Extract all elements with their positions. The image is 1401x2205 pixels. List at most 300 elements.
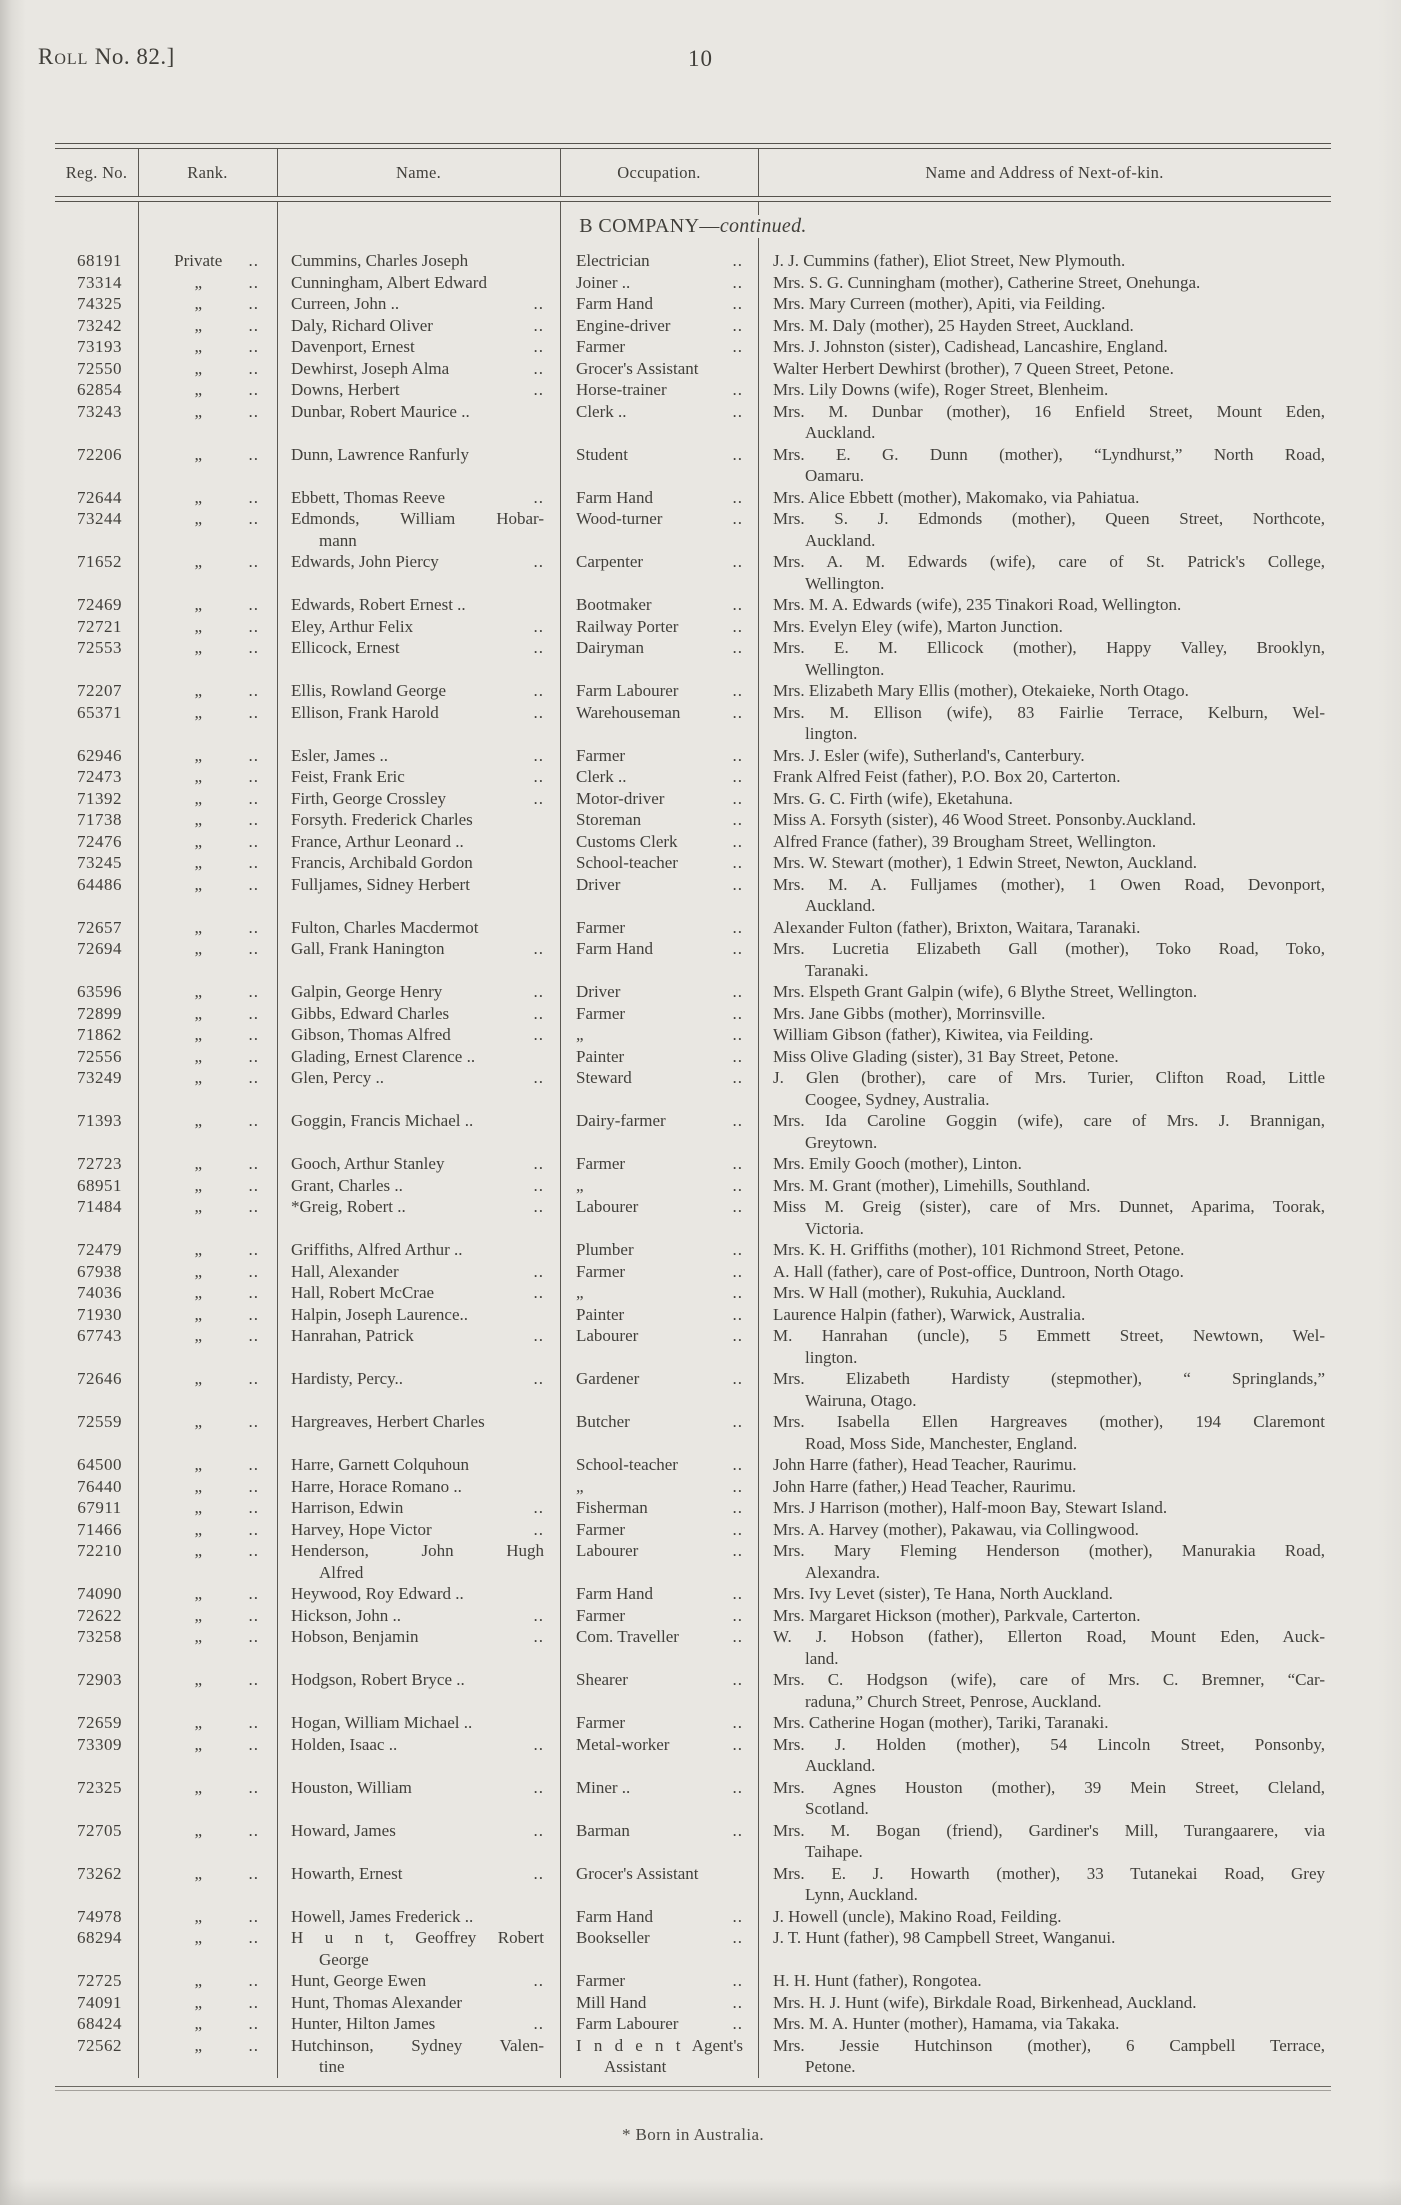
reg-no-cell: 74091	[77, 1992, 122, 2012]
text-line: Mrs. Isabella Ellen Hargreaves (mother), 194 Claremont	[773, 1412, 1325, 1431]
rank-value: „	[194, 1154, 203, 1173]
table-row	[55, 1239, 1331, 1261]
rank-cell	[138, 1411, 277, 1454]
reg-no-cell: 63596	[77, 982, 122, 1001]
rank-cell	[138, 358, 277, 380]
name-cell	[277, 1239, 560, 1261]
text-line: Painter	[576, 1304, 625, 1324]
text-line: Mrs. M. Daly (mother), 25 Hayden Street, Auckland.	[773, 315, 1134, 335]
text-line: Farm Hand	[576, 1584, 653, 1603]
name-cell	[277, 745, 560, 767]
rank-value: „	[194, 272, 203, 292]
name-cell	[277, 1046, 560, 1068]
name-cell	[277, 788, 560, 810]
reg-no-cell: 74090	[77, 1584, 122, 1603]
text-line: mann	[319, 530, 357, 550]
rank-value: „	[194, 1519, 203, 1539]
rank-cell	[138, 1196, 277, 1239]
name-cell	[277, 1476, 560, 1498]
leader-dots: ..	[248, 1025, 259, 1044]
table-row	[55, 1476, 1331, 1498]
text-line: Alfred	[319, 1562, 364, 1582]
rank-cell	[138, 487, 277, 509]
text-line: Butcher	[576, 1412, 630, 1431]
text-line: Hardisty, Percy..	[291, 1369, 404, 1388]
text-line: Harvey, Hope Victor	[291, 1519, 432, 1539]
leader-dots: ..	[732, 1971, 743, 1990]
leader-dots: ..	[248, 1820, 259, 1840]
text-line: Auckland.	[805, 423, 876, 442]
text-line: Farm Labourer	[576, 681, 679, 700]
rank-cell	[138, 1626, 277, 1669]
name-cell	[277, 1175, 560, 1197]
next-of-kin-cell	[758, 1411, 1331, 1454]
text-line: Mrs. Emily Gooch (mother), Linton.	[773, 1154, 1022, 1173]
reg-no-cell: 72644	[77, 487, 122, 507]
reg-no-cell: 72622	[77, 1605, 122, 1625]
text-line: Bootmaker	[576, 595, 652, 614]
text-line: Mrs. M. A. Hunter (mother), Hamama, via Takaka.	[773, 2014, 1120, 2033]
text-line: Mill Hand	[576, 1992, 647, 2012]
occupation-cell	[560, 702, 758, 745]
leader-dots: ..	[248, 810, 259, 829]
table-row	[55, 831, 1331, 853]
next-of-kin-cell	[758, 637, 1331, 680]
leader-dots: ..	[248, 853, 259, 872]
text-line: Ellison, Frank Harold	[291, 702, 439, 722]
reg-no-cell: 74978	[77, 1906, 122, 1926]
table-row	[55, 1196, 1331, 1239]
text-line: Galpin, George Henry	[291, 982, 443, 1001]
name-cell	[277, 1992, 560, 2014]
rank-value: „	[194, 1498, 203, 1517]
text-line: Mrs. J. Johnston (sister), Cadishead, Lancashire, England.	[773, 337, 1168, 356]
leader-dots: ..	[732, 552, 743, 571]
text-line: Gooch, Arthur Stanley	[291, 1154, 445, 1173]
leader-dots: ..	[248, 638, 259, 657]
occupation-cell	[560, 1024, 758, 1046]
reg-no-cell: 72899	[77, 1003, 122, 1023]
rank-value: „	[194, 917, 203, 937]
occupation-cell	[560, 1046, 758, 1068]
leader-dots: ..	[732, 1498, 743, 1517]
name-cell	[277, 250, 560, 272]
occupation-cell	[560, 766, 758, 788]
name-cell	[277, 293, 560, 315]
occupation-cell	[560, 1110, 758, 1153]
table-row	[55, 637, 1331, 680]
text-line: „	[576, 1476, 584, 1496]
occupation-cell	[560, 2013, 758, 2035]
next-of-kin-cell	[758, 1325, 1331, 1368]
leader-dots: ..	[248, 1971, 259, 1990]
rank-value: Private	[174, 251, 223, 270]
occupation-cell	[560, 637, 758, 680]
occupation-cell	[560, 616, 758, 638]
text-line: Mrs. M. Grant (mother), Limehills, Southland.	[773, 1175, 1091, 1195]
table-row	[55, 852, 1331, 874]
text-line: Farm Hand	[576, 294, 653, 313]
name-cell	[277, 1304, 560, 1326]
next-of-kin-cell	[758, 1153, 1331, 1175]
rank-cell	[138, 315, 277, 337]
table-body-wrap	[55, 202, 1331, 2078]
text-line: Farmer	[576, 1605, 626, 1625]
next-of-kin-cell	[758, 1024, 1331, 1046]
text-line: Mrs. Margaret Hickson (mother), Parkvale, Carterton.	[773, 1605, 1141, 1625]
leader-dots: ..	[732, 853, 743, 872]
text-line: Assistant	[604, 2057, 667, 2076]
leader-dots: ..	[533, 1820, 544, 1840]
leader-dots: ..	[248, 1906, 259, 1926]
name-cell	[277, 938, 560, 981]
text-line: Edwards, Robert Ernest ..	[291, 595, 466, 614]
occupation-cell	[560, 1411, 758, 1454]
text-line: „	[576, 1025, 584, 1044]
leader-dots: ..	[533, 702, 544, 722]
leader-dots: ..	[248, 874, 259, 894]
leader-dots: ..	[248, 788, 259, 808]
leader-dots: ..	[248, 1992, 259, 2012]
text-line: Mrs. Lily Downs (wife), Roger Street, Blenheim.	[773, 380, 1109, 399]
rank-value: „	[194, 1283, 203, 1302]
text-line: Taranaki.	[805, 960, 869, 980]
company-name: B COMPANY	[579, 215, 700, 237]
rank-value: „	[194, 1713, 203, 1732]
table-row	[55, 1777, 1331, 1820]
text-line: Mrs. M. A. Fulljames (mother), 1 Owen Road, Devonport,	[773, 874, 1325, 894]
reg-no-cell: 73258	[77, 1627, 122, 1646]
leader-dots: ..	[533, 1734, 544, 1754]
occupation-cell	[560, 1626, 758, 1669]
table-row	[55, 551, 1331, 594]
leader-dots: ..	[732, 1476, 743, 1496]
text-line: Mrs. Elspeth Grant Galpin (wife), 6 Blythe Street, Wellington.	[773, 982, 1198, 1001]
reg-no-cell: 74036	[77, 1283, 122, 1302]
leader-dots: ..	[732, 1928, 743, 1947]
rank-value: „	[194, 810, 203, 829]
table-row	[55, 874, 1331, 917]
rank-cell	[138, 551, 277, 594]
rank-value: „	[194, 831, 203, 851]
leader-dots: ..	[248, 487, 259, 507]
table-body	[55, 250, 1331, 2078]
text-line: Lynn, Auckland.	[805, 1885, 918, 1904]
leader-dots: ..	[732, 1820, 743, 1840]
rank-value: „	[194, 1863, 203, 1883]
table-row	[55, 1304, 1331, 1326]
text-line: M. Hanrahan (uncle), 5 Emmett Street, Newtown, Wel-	[773, 1326, 1325, 1345]
occupation-cell	[560, 1820, 758, 1863]
text-line: Mrs. M. A. Edwards (wife), 235 Tinakori Road, Wellington.	[773, 595, 1182, 614]
leader-dots: ..	[533, 1175, 544, 1195]
occupation-cell	[560, 1906, 758, 1928]
text-line: Howard, James	[291, 1820, 396, 1840]
text-line: Walter Herbert Dewhirst (brother), 7 Queen Street, Petone.	[773, 358, 1174, 378]
text-line: Grocer's Assistant	[576, 1863, 699, 1883]
reg-no-cell: 72562	[77, 2035, 122, 2055]
name-cell	[277, 917, 560, 939]
leader-dots: ..	[732, 702, 743, 722]
name-cell	[277, 766, 560, 788]
reg-no-cell: 76440	[77, 1476, 122, 1496]
table-row	[55, 2035, 1331, 2078]
leader-dots: ..	[732, 917, 743, 937]
occupation-cell	[560, 680, 758, 702]
text-line: Student	[576, 444, 628, 464]
leader-dots: ..	[248, 1498, 259, 1517]
column-header-next-of-kin: Name and Address of Next-of-kin.	[925, 162, 1164, 182]
text-line: Warehouseman	[576, 702, 681, 722]
leader-dots: ..	[732, 1713, 743, 1732]
text-line: Clerk ..	[576, 401, 627, 421]
table-row	[55, 1970, 1331, 1992]
text-line: Motor-driver	[576, 788, 665, 808]
next-of-kin-cell	[758, 358, 1331, 380]
name-cell	[277, 594, 560, 616]
text-line: Mrs. C. Hodgson (wife), care of Mrs. C. Bremner, “Car-	[773, 1670, 1325, 1689]
table-row	[55, 616, 1331, 638]
occupation-cell	[560, 1669, 758, 1712]
next-of-kin-cell	[758, 1820, 1331, 1863]
table-row	[55, 358, 1331, 380]
leader-dots: ..	[533, 315, 544, 335]
text-line: Harrison, Edwin	[291, 1498, 404, 1517]
reg-no-cell: 73242	[77, 315, 122, 335]
rank-value: „	[194, 939, 203, 958]
text-line: J. Howell (uncle), Makino Road, Feilding.	[773, 1906, 1062, 1926]
leader-dots: ..	[732, 380, 743, 399]
reg-no-cell: 64486	[77, 874, 122, 894]
text-line: Hobson, Benjamin	[291, 1627, 419, 1646]
table-row	[55, 745, 1331, 767]
rank-value: „	[194, 1627, 203, 1646]
leader-dots: ..	[732, 595, 743, 614]
text-line: Miner ..	[576, 1777, 631, 1797]
text-line: Mrs. J. Holden (mother), 54 Lincoln Street, Ponsonby,	[773, 1734, 1325, 1754]
table-row	[55, 1454, 1331, 1476]
text-line: Farmer	[576, 1713, 626, 1732]
reg-no-cell: 73309	[77, 1734, 122, 1754]
text-line: Mrs. Agnes Houston (mother), 39 Mein Street, Cleland,	[773, 1777, 1325, 1797]
rank-value: „	[194, 1369, 203, 1388]
next-of-kin-cell	[758, 616, 1331, 638]
text-line: Storeman	[576, 810, 642, 829]
name-cell	[277, 831, 560, 853]
text-line: Gibbs, Edward Charles	[291, 1003, 450, 1023]
next-of-kin-cell	[758, 1626, 1331, 1669]
leader-dots: ..	[732, 767, 743, 786]
text-line: Metal-worker	[576, 1734, 670, 1754]
next-of-kin-cell	[758, 938, 1331, 981]
next-of-kin-cell	[758, 1497, 1331, 1519]
leader-dots: ..	[248, 1197, 259, 1216]
rank-cell	[138, 1497, 277, 1519]
reg-no-cell: 73245	[77, 853, 122, 872]
reg-no-cell: 65371	[77, 702, 122, 722]
rank-cell	[138, 1476, 277, 1498]
rank-cell	[138, 1605, 277, 1627]
text-line: Hargreaves, Herbert Charles	[291, 1412, 485, 1431]
next-of-kin-cell	[758, 1519, 1331, 1541]
occupation-cell	[560, 788, 758, 810]
text-line: Dairyman	[576, 638, 644, 657]
text-line: Farmer	[576, 1261, 626, 1281]
text-line: Farmer	[576, 1154, 626, 1173]
rank-value: „	[194, 1605, 203, 1625]
reg-no-cell: 72657	[77, 917, 122, 937]
occupation-cell	[560, 1003, 758, 1025]
reg-no-cell: 71930	[77, 1304, 122, 1324]
text-line: Farm Hand	[576, 487, 653, 507]
text-line: Mrs. E. M. Ellicock (mother), Happy Valley, Brooklyn,	[773, 638, 1325, 657]
rank-value: „	[194, 1197, 203, 1216]
table-row	[55, 1175, 1331, 1197]
text-line: Mrs. Elizabeth Hardisty (stepmother), “ Springlands,”	[773, 1369, 1325, 1388]
next-of-kin-cell	[758, 379, 1331, 401]
name-cell	[277, 1454, 560, 1476]
text-line: Mrs. Mary Curreen (mother), Apiti, via Feilding.	[773, 294, 1106, 313]
reg-no-cell: 73244	[77, 509, 122, 528]
next-of-kin-cell	[758, 1067, 1331, 1110]
text-line: Dairy-farmer	[576, 1111, 666, 1130]
rank-cell	[138, 637, 277, 680]
leader-dots: ..	[732, 874, 743, 894]
leader-dots: ..	[732, 1154, 743, 1173]
roll-word: Roll	[38, 44, 89, 69]
text-line: Alexander Fulton (father), Brixton, Waitara, Taranaki.	[773, 917, 1141, 937]
occupation-cell	[560, 1368, 758, 1411]
name-cell	[277, 1497, 560, 1519]
table-row	[55, 379, 1331, 401]
leader-dots: ..	[732, 788, 743, 808]
occupation-cell	[560, 1196, 758, 1239]
leader-dots: ..	[732, 509, 743, 528]
leader-dots: ..	[732, 1541, 743, 1560]
text-line: Alfred France (father), 39 Brougham Street, Wellington.	[773, 831, 1157, 851]
name-cell	[277, 444, 560, 487]
rank-cell	[138, 1540, 277, 1583]
leader-dots: ..	[533, 1863, 544, 1883]
reg-no-cell: 72210	[77, 1541, 122, 1560]
leader-dots: ..	[248, 1777, 259, 1797]
text-line: Driver	[576, 874, 621, 894]
text-line: Scotland.	[805, 1799, 869, 1818]
next-of-kin-cell	[758, 1583, 1331, 1605]
table-row	[55, 1497, 1331, 1519]
rank-value: „	[194, 1068, 203, 1087]
leader-dots: ..	[533, 337, 544, 356]
text-line: W. J. Hobson (father), Ellerton Road, Mount Eden, Auck-	[773, 1627, 1325, 1646]
rank-value: „	[194, 745, 203, 765]
leader-dots: ..	[248, 1261, 259, 1281]
rank-value: „	[194, 509, 203, 528]
leader-dots: ..	[248, 1046, 259, 1066]
occupation-cell	[560, 551, 758, 594]
table-row	[55, 1153, 1331, 1175]
text-line: Mrs. Catherine Hogan (mother), Tariki, Taranaki.	[773, 1713, 1109, 1732]
text-line: Daly, Richard Oliver	[291, 315, 433, 335]
text-line: Painter	[576, 1046, 625, 1066]
table-bottom-rule	[55, 2086, 1331, 2091]
text-line: Coogee, Sydney, Australia.	[805, 1089, 990, 1109]
leader-dots: ..	[732, 681, 743, 700]
text-line: Mrs. K. H. Griffiths (mother), 101 Richmond Street, Petone.	[773, 1240, 1185, 1259]
text-line: Henderson, John Hugh	[291, 1541, 544, 1560]
rank-cell	[138, 1734, 277, 1777]
text-line: A. Hall (father), care of Post-office, Duntroon, North Otago.	[773, 1261, 1184, 1281]
leader-dots: ..	[248, 616, 259, 636]
occupation-cell	[560, 272, 758, 294]
leader-dots: ..	[533, 1283, 544, 1302]
section-title-text	[563, 215, 822, 238]
leader-dots: ..	[732, 1777, 743, 1797]
text-line: Mrs. Elizabeth Mary Ellis (mother), Otekaieke, North Otago.	[773, 681, 1189, 700]
text-line: Houston, William	[291, 1777, 412, 1797]
name-cell	[277, 702, 560, 745]
reg-no-cell: 62946	[77, 745, 122, 765]
reg-no-cell: 72705	[77, 1820, 122, 1840]
text-line: Farmer	[576, 1003, 626, 1023]
text-line: Goggin, Francis Michael ..	[291, 1111, 474, 1130]
name-cell	[277, 336, 560, 358]
rank-value: „	[194, 358, 203, 378]
text-line: Glading, Ernest Clarence ..	[291, 1046, 476, 1066]
leader-dots: ..	[248, 1605, 259, 1625]
reg-no-cell: 72206	[77, 444, 122, 464]
text-line: Esler, James ..	[291, 745, 389, 765]
occupation-cell	[560, 874, 758, 917]
name-cell	[277, 315, 560, 337]
leader-dots: ..	[533, 1326, 544, 1345]
rank-cell	[138, 1282, 277, 1304]
leader-dots: ..	[248, 767, 259, 786]
rank-cell	[138, 874, 277, 917]
rank-value: „	[194, 1111, 203, 1130]
leader-dots: ..	[248, 1240, 259, 1259]
rank-cell	[138, 1067, 277, 1110]
table-row	[55, 1519, 1331, 1541]
leader-dots: ..	[732, 1412, 743, 1431]
text-line: William Gibson (father), Kiwitea, via Feilding.	[773, 1025, 1094, 1044]
rank-cell	[138, 1153, 277, 1175]
text-line: „	[576, 1283, 584, 1302]
text-line: Carpenter	[576, 552, 644, 571]
text-line: Hodgson, Robert Bryce ..	[291, 1670, 465, 1689]
name-cell	[277, 358, 560, 380]
leader-dots: ..	[248, 1111, 259, 1130]
rank-value: „	[194, 1455, 203, 1474]
table-row	[55, 938, 1331, 981]
text-line: J. Glen (brother), care of Mrs. Turier, Clifton Road, Little	[773, 1068, 1325, 1087]
rank-cell	[138, 1175, 277, 1197]
rank-value: „	[194, 1584, 203, 1603]
text-line: Wellington.	[805, 659, 885, 679]
text-line: Mrs. J. Esler (wife), Sutherland's, Canterbury.	[773, 745, 1085, 765]
text-line: Edmonds, William Hobar-	[291, 509, 544, 528]
leader-dots: ..	[732, 294, 743, 313]
rank-value: „	[194, 874, 203, 894]
table-row	[55, 981, 1331, 1003]
text-line: Hanrahan, Patrick	[291, 1326, 414, 1345]
leader-dots: ..	[732, 616, 743, 636]
reg-no-cell: 71466	[77, 1519, 122, 1539]
occupation-cell	[560, 401, 758, 444]
occupation-cell	[560, 2035, 758, 2078]
text-line: Fulljames, Sidney Herbert	[291, 874, 470, 894]
occupation-cell	[560, 1454, 758, 1476]
text-line: Petone.	[805, 2057, 856, 2076]
